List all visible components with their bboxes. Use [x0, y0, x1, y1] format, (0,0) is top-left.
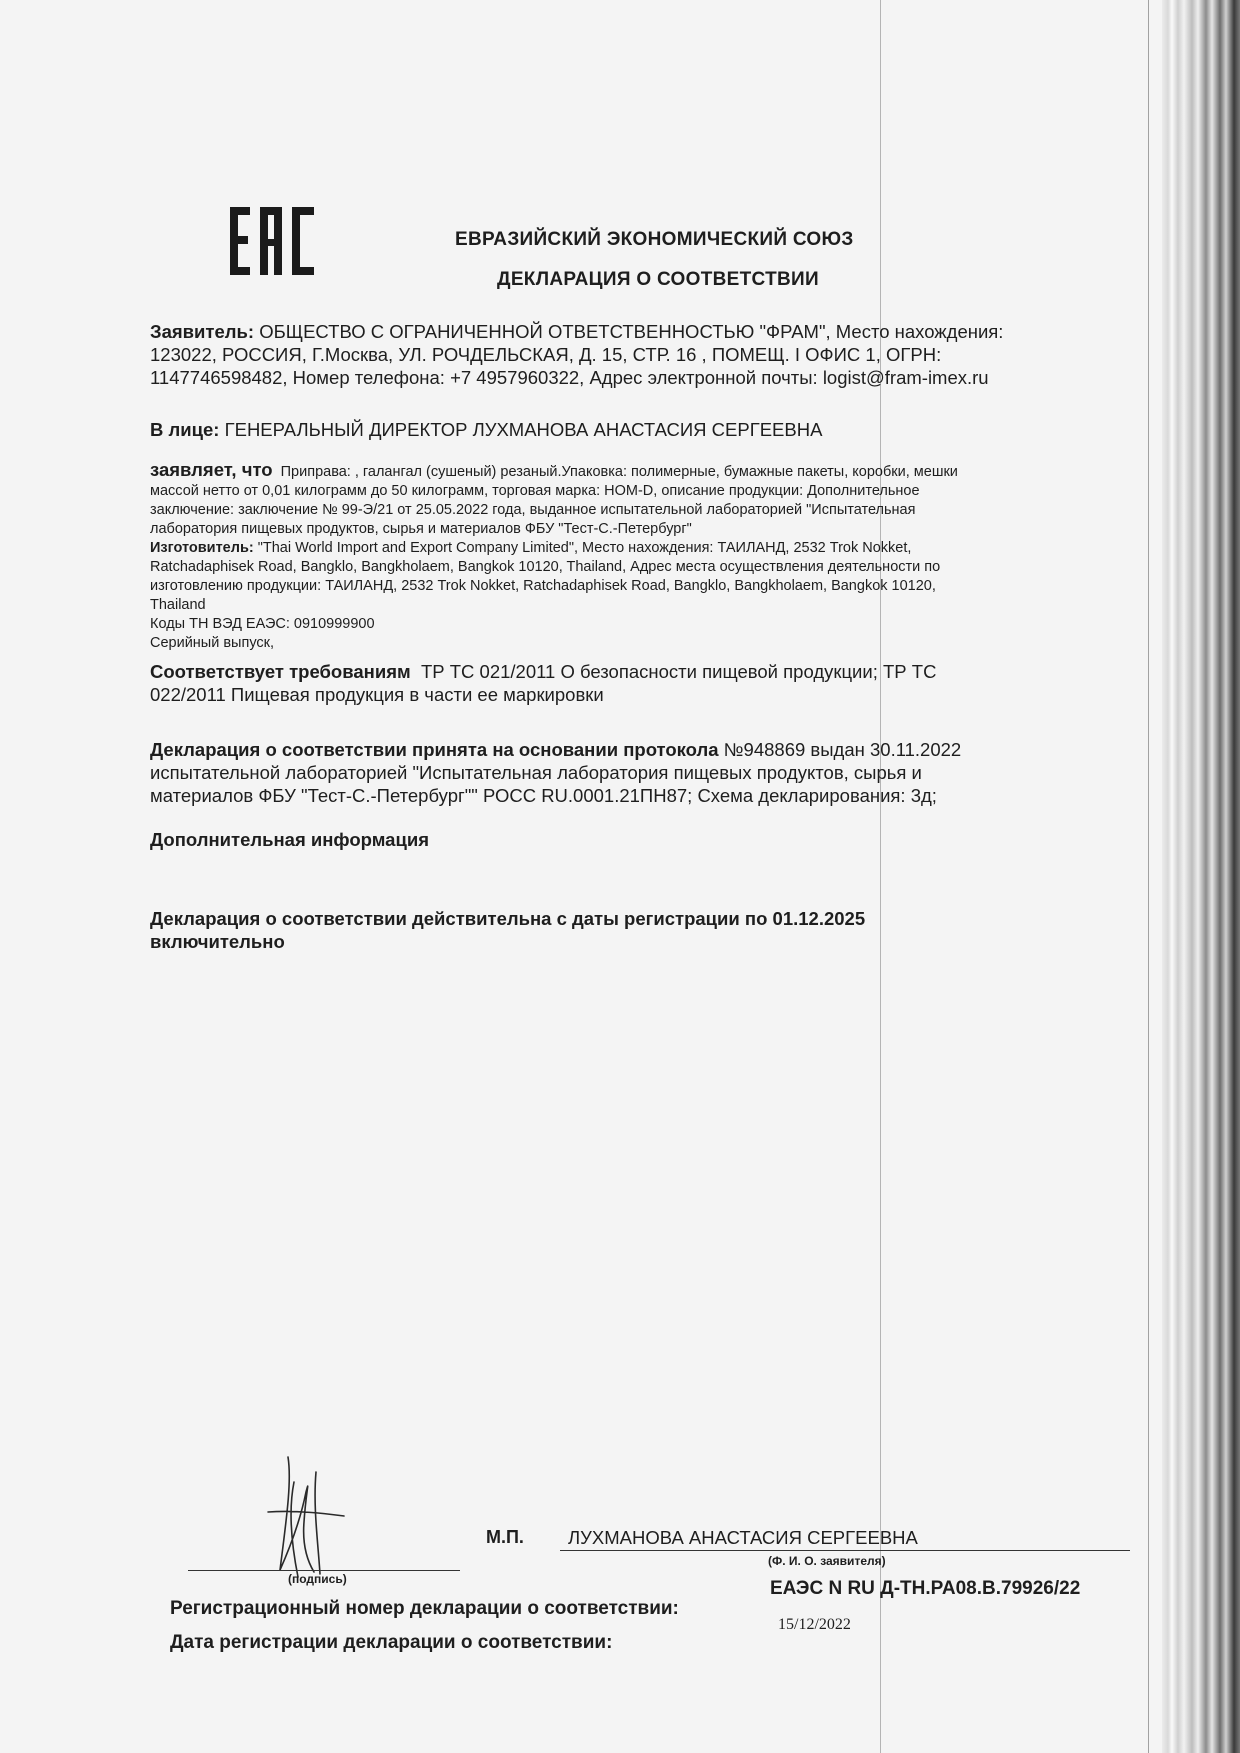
applicant-line: ОБЩЕСТВО С ОГРАНИЧЕННОЙ ОТВЕТСТВЕННОСТЬЮ "ФРАМ", Место нахождения:	[259, 321, 1004, 342]
representative-label: В лице:	[150, 419, 220, 440]
manufacturer-line: Ratchadaphisek Road, Bangklo, Bangkholaem, Bangkok 10120, Thailand, Адрес места осуществления деятельности по	[150, 559, 941, 575]
validity-block	[150, 907, 1140, 953]
signer-name-caption: (Ф. И. О. заявителя)	[768, 1554, 886, 1568]
scan-edge	[1162, 0, 1240, 1753]
validity-line: Декларация о соответствии действительна с даты регистрации по 01.12.2025	[150, 908, 866, 929]
additional-info-label: Дополнительная информация	[150, 829, 430, 850]
declares-line: массой нетто от 0,01 килограмм до 50 килограмм, торговая марка: HOM-D, описание продукции: Дополнительное	[150, 483, 920, 499]
scan-fold-line	[880, 0, 881, 1753]
declares-line: лаборатория пищевых продуктов, сырья и материалов ФБУ "Тест-С.-Петербург"	[150, 521, 692, 537]
conformity-line: ТР ТС 021/2011 О безопасности пищевой продукции; ТР ТС	[420, 661, 937, 682]
basis-line: №948869 выдан 30.11.2022	[723, 739, 962, 760]
representative-block	[150, 418, 1140, 441]
applicant-line: 1147746598482, Номер телефона: +7 4957960322, Адрес электронной почты: logist@fram-imex.ru	[150, 367, 989, 388]
hs-codes: Коды ТН ВЭД ЕАЭС: 0910999900	[150, 616, 375, 632]
declares-line: заключение: заключение № 99-Э/21 от 25.05.2022 года, выданное испытательной лабораторией "Испытательная	[150, 502, 916, 518]
release-type: Серийный выпуск,	[150, 635, 275, 651]
basis-label: Декларация о соответствии принята на основании протокола	[150, 739, 719, 760]
applicant-label: Заявитель:	[150, 321, 255, 342]
signature-line	[188, 1570, 460, 1571]
basis-block	[150, 738, 1140, 807]
conformity-block	[150, 660, 1140, 706]
declares-label: заявляет, что	[150, 459, 273, 480]
manufacturer-line: изготовлению продукции: ТАИЛАНД, 2532 Trok Nokket, Ratchadaphisek Road, Bangklo, Bangkholaem, Bangkok 10120,	[150, 578, 936, 594]
declares-block	[150, 458, 1140, 653]
declares-line: Приправа: , галангал (сушеный) резаный.Упаковка: полимерные, бумажные пакеты, коробки, мешки	[280, 464, 958, 480]
applicant-block	[150, 320, 1140, 389]
signer-name: ЛУХМАНОВА АНАСТАСИЯ СЕРГЕЕВНА	[568, 1527, 918, 1548]
scan-fold-line	[1148, 0, 1149, 1753]
representative-value: ГЕНЕРАЛЬНЫЙ ДИРЕКТОР ЛУХМАНОВА АНАСТАСИЯ СЕРГЕЕВНА	[224, 419, 823, 440]
manufacturer-label: Изготовитель:	[150, 540, 254, 556]
registration-date-label: Дата регистрации декларации о соответствии:	[170, 1632, 613, 1653]
union-title: ЕВРАЗИЙСКИЙ ЭКОНОМИЧЕСКИЙ СОЮЗ	[455, 229, 854, 250]
conformity-line: 022/2011 Пищевая продукция в части ее маркировки	[150, 684, 604, 705]
applicant-line: 123022, РОССИЯ, Г.Москва, УЛ. РОЧДЕЛЬСКАЯ, Д. 15, СТР. 16 , ПОМЕЩ. I ОФИС 1, ОГРН:	[150, 344, 942, 365]
registration-date: 15/12/2022	[778, 1616, 851, 1633]
conformity-label: Соответствует требованиям	[150, 661, 411, 682]
basis-line: материалов ФБУ "Тест-С.-Петербург"" РОСС RU.0001.21ПН87; Схема декларирования: 3д;	[150, 785, 937, 806]
handwritten-signature	[258, 1452, 348, 1582]
manufacturer-line: "Thai World Import and Export Company Limited", Место нахождения: ТАИЛАНД, 2532 Trok Nokket,	[257, 540, 912, 556]
signature-caption: (подпись)	[288, 1572, 347, 1586]
registration-number-label: Регистрационный номер декларации о соответствии:	[170, 1598, 679, 1619]
registration-number: ЕАЭС N RU Д-TH.PA08.B.79926/22	[770, 1578, 1081, 1599]
validity-line: включительно	[150, 931, 285, 952]
eac-logo	[228, 205, 316, 277]
basis-line: испытательной лабораторией "Испытательная лаборатория пищевых продуктов, сырья и	[150, 762, 922, 783]
eac-logo-icon	[228, 205, 316, 277]
seal-placeholder: М.П.	[486, 1527, 524, 1547]
signer-name-line	[560, 1550, 1130, 1551]
manufacturer-line: Thailand	[150, 597, 206, 613]
document-title: ДЕКЛАРАЦИЯ О СООТВЕТСТВИИ	[497, 269, 819, 290]
